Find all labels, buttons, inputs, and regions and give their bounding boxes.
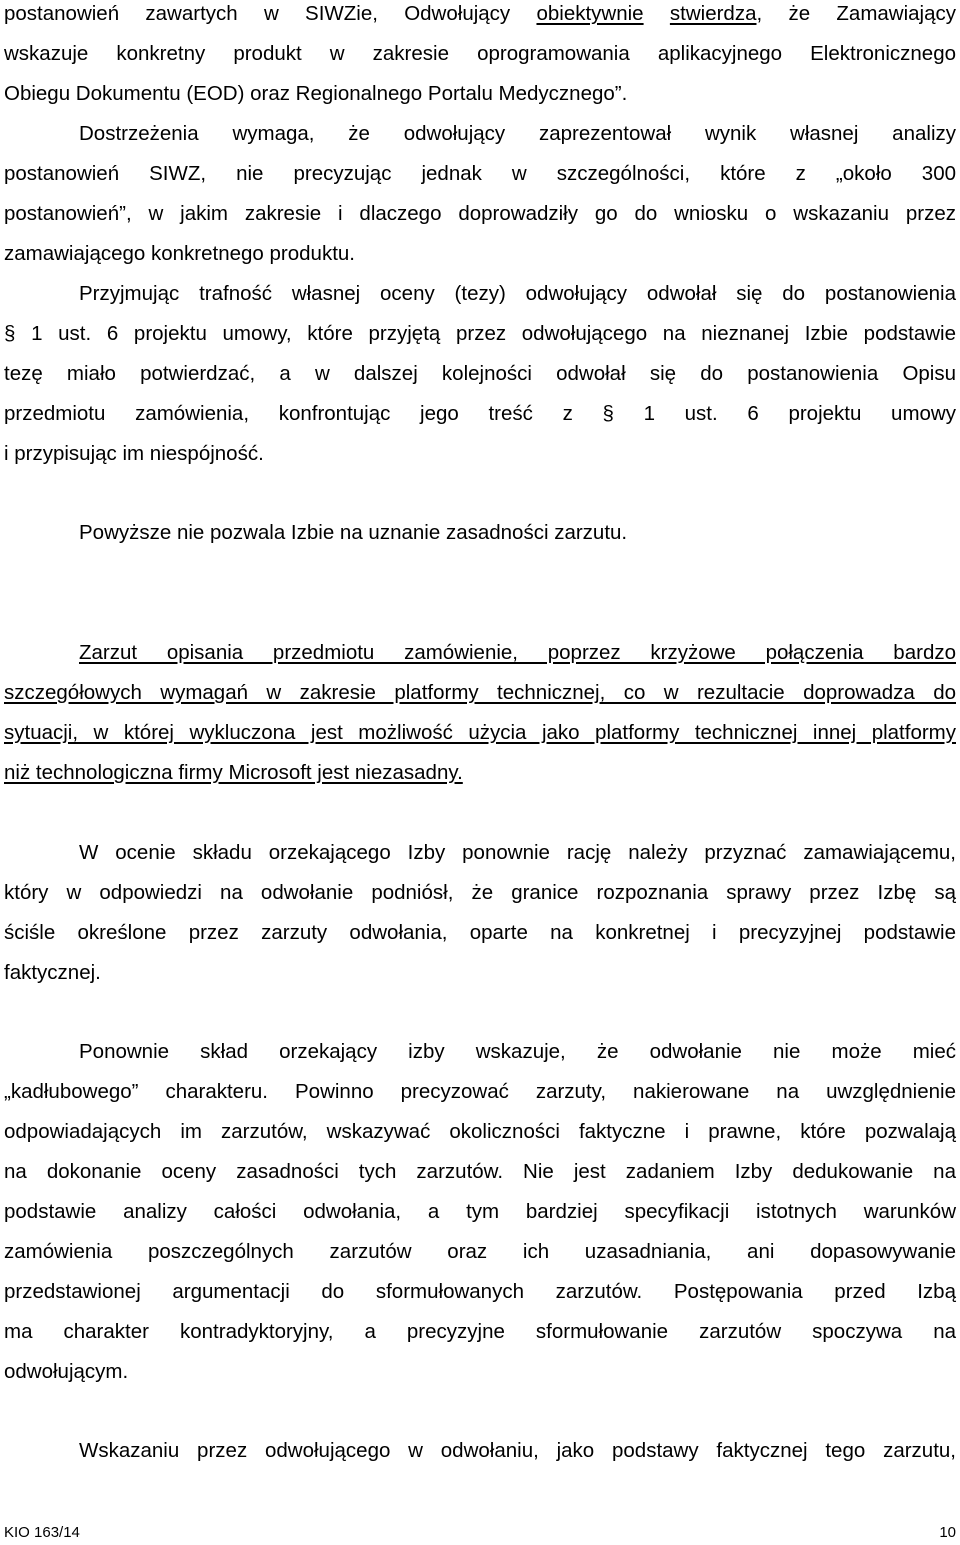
text-line: „kadłubowego” charakteru. Powinno precyzować zarzuty, nakierowane na uwzględnienie: [4, 1080, 956, 1103]
text-line: Przyjmując trafność własnej oceny (tezy) odwołujący odwołał się do postanowienia: [79, 282, 956, 305]
text-line: na dokonanie oceny zasadności tych zarzutów. Nie jest zadaniem Izby dedukowanie na: [4, 1160, 956, 1183]
text-line: wskazuje konkretny produkt w zakresie oprogramowania aplikacyjnego Elektronicznego: [4, 42, 956, 65]
text-line: zamówienia poszczególnych zarzutów oraz ich uzasadniania, ani dopasowywanie: [4, 1240, 956, 1263]
text-line: odpowiadających im zarzutów, wskazywać okoliczności faktyczne i prawne, które pozwalają: [4, 1120, 956, 1143]
text-line: sytuacji, w której wykluczona jest możliwość użycia jako platformy technicznej innej platformy: [4, 721, 956, 744]
text-line: przedstawionej argumentacji do sformułowanych zarzutów. Postępowania przed Izbą: [4, 1280, 956, 1303]
text-line: podstawie analizy całości odwołania, a tym bardziej specyfikacji istotnych warunków: [4, 1200, 956, 1223]
text-line: i przypisując im niespójność.: [4, 442, 264, 465]
text-line: przedmiotu zamówienia, konfrontując jego treść z § 1 ust. 6 projektu umowy: [4, 402, 956, 425]
text-line: postanowień SIWZ, nie precyzując jednak w szczególności, które z „około 300: [4, 162, 956, 185]
page-number: 10: [939, 1524, 956, 1541]
text-line: faktycznej.: [4, 961, 101, 984]
text-line: który w odpowiedzi na odwołanie podniósł, że granice rozpoznania sprawy przez Izbę są: [4, 881, 956, 904]
text-line: Dostrzeżenia wymaga, że odwołujący zaprezentował wynik własnej analizy: [79, 122, 956, 145]
case-number: KIO 163/14: [4, 1524, 80, 1541]
text-line: tezę miało potwierdzać, a w dalszej kolejności odwołał się do postanowienia Opisu: [4, 362, 956, 385]
text-line: odwołującym.: [4, 1360, 129, 1383]
text-line: Zarzut opisania przedmiotu zamówienie, poprzez krzyżowe połączenia bardzo: [79, 641, 956, 664]
text-line: postanowień”, w jakim zakresie i dlaczego doprowadziły go do wniosku o wskazaniu przez: [4, 202, 956, 225]
text-line: zamawiającego konkretnego produktu.: [4, 242, 355, 265]
text-line: postanowień zawartych w SIWZie, Odwołujący obiektywnie stwierdza, że Zamawiający: [4, 2, 957, 25]
text-line: § 1 ust. 6 projektu umowy, które przyjętą przez odwołującego na nieznanej Izbie podstawie: [4, 322, 956, 345]
text-line: ma charakter kontradyktoryjny, a precyzyjne sformułowanie zarzutów spoczywa na: [4, 1320, 956, 1343]
text-line: Wskazaniu przez odwołującego w odwołaniu, jako podstawy faktycznej tego zarzutu,: [79, 1439, 956, 1462]
text-line: Ponownie skład orzekający izby wskazuje, że odwołanie nie może mieć: [79, 1040, 956, 1063]
text-line: Powyższe nie pozwala Izbie na uznanie zasadności zarzutu.: [79, 521, 628, 544]
text-line: niż technologiczna firmy Microsoft jest niezasadny.: [4, 761, 463, 784]
text-line: ściśle określone przez zarzuty odwołania, oparte na konkretnej i precyzyjnej podstawie: [4, 921, 956, 944]
text-line: szczegółowych wymagań w zakresie platformy technicznej, co w rezultacie doprowadza do: [4, 681, 956, 704]
text-line: W ocenie składu orzekającego Izby ponownie rację należy przyznać zamawiającemu,: [79, 841, 956, 864]
text-line: Obiegu Dokumentu (EOD) oraz Regionalnego Portalu Medycznego”.: [4, 82, 628, 105]
